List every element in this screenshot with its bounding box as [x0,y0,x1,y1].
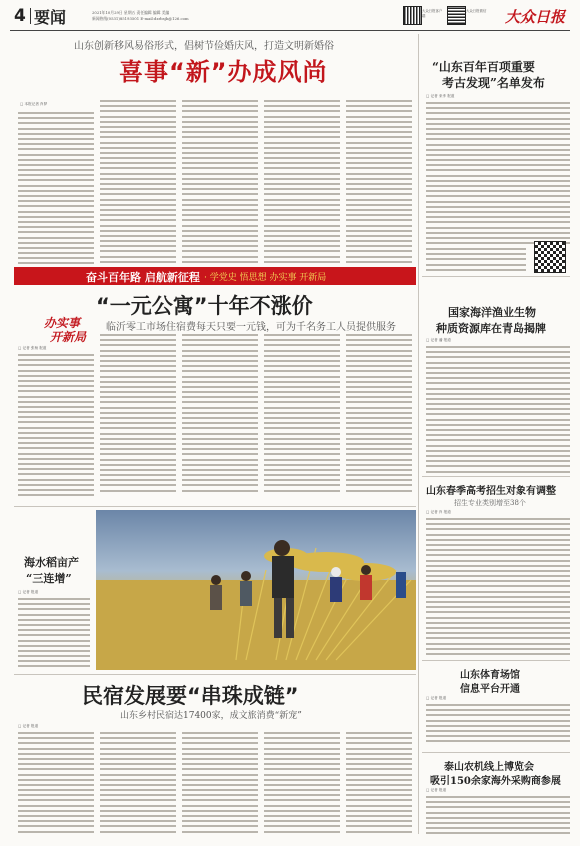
article-title-line2: 考古发现”名单发布 [442,76,545,90]
article-subtitle: 招生专业类别增至38个 [454,499,526,507]
article-body [426,796,570,838]
article-byline: □ 本报记者 肖梦 [20,102,48,106]
article-body [18,112,94,268]
article-byline: □ 记者 来孝 报道 [426,94,455,98]
page-number: 4 [14,6,26,26]
article-title-line2: 信息平台开通 [460,684,520,695]
photo-rice-harvest [96,510,416,670]
article-byline: □ 记者 报道 [426,696,447,700]
article-title-line2: 种质资源库在青岛揭牌 [436,322,546,335]
issue-meta: 2021年10月29日 星期五 责任编辑 编辑 美编 [92,10,170,15]
article-title: “一元公寓”十年不涨价 [96,294,313,318]
article-title-line1: 国家海洋渔业生物 [448,306,536,319]
article-archaeology [422,34,572,274]
qr-label-client: 大众日报客户端 [422,9,443,18]
photo-caption [14,510,92,670]
article-title-line1: 山东体育场馆 [460,670,520,681]
article-homestay [14,676,416,836]
theme-banner [14,267,416,285]
banner-main: 奋斗百年路 启航新征程 [86,271,200,284]
article-byline: □ 记者 肖 报道 [426,510,451,514]
page-header [0,0,580,32]
article-kicker: 山东创新移风易俗形式，倡树节俭婚庆风，打造文明新婚俗 [74,41,334,52]
article-byline: □ 记者 报道 [18,724,39,728]
article-body [426,346,570,476]
article-body [426,518,570,658]
article-title-line2: 吸引150余家海外采购商参展 [430,776,561,787]
article-marine-bank [422,278,572,474]
section-title: 要闻 [34,8,67,27]
column-tag-line1: 办实事 [44,316,81,330]
article-body [426,102,570,247]
qr-label-wechat: 大众日报微信 [466,9,487,13]
article-title-line1: “山东百年百项重要 [432,60,535,74]
article-title: 喜事“新”办成风尚 [119,58,328,86]
article-title: 山东春季高考招生对象有调整 [426,486,556,497]
photo-caption-body [18,598,90,671]
photo-caption-line2: “三连增” [26,572,72,585]
column-tag-line2: 开新局 [50,330,87,344]
article-sports-venues [422,662,572,750]
rice-field-image [96,510,416,670]
article-subtitle: 临沂零工市场住宿费每天只要一元钱，可为千名务工人员提供服务 [106,322,396,333]
article-subtitle: 山东乡村民宿达17400家，成文旅消费“新宠” [120,711,302,721]
article-body [18,354,94,499]
qr-code-article [534,241,566,273]
photo-byline: □ 记者 报道 [18,590,39,594]
masthead-logo: 大众日报 [505,8,566,26]
article-byline: □ 记者 报道 [426,788,447,792]
article-body [426,704,570,746]
article-spring-exam [422,478,572,658]
article-byline: □ 记者 潘 报道 [426,338,451,342]
photo-caption-line1: 海水稻亩产 [24,556,79,569]
article-byline: □ 记者 张杨 报道 [18,346,47,350]
qr-code-wechat [447,6,466,25]
article-body [18,732,94,836]
contact-info: 新闻热线(0531)85193501 E-mail:dzrbsjb@126.com [92,16,189,21]
article-title: 民宿发展要“串珠成链” [82,684,299,708]
article-apartment [14,286,416,506]
banner-sub: · 学党史 悟思想 办实事 开新局 [204,273,327,283]
qr-code-client [403,6,422,25]
article-title-line1: 泰山农机线上博览会 [444,762,534,773]
article-wedding [14,34,414,264]
article-farm-machinery [422,754,572,842]
